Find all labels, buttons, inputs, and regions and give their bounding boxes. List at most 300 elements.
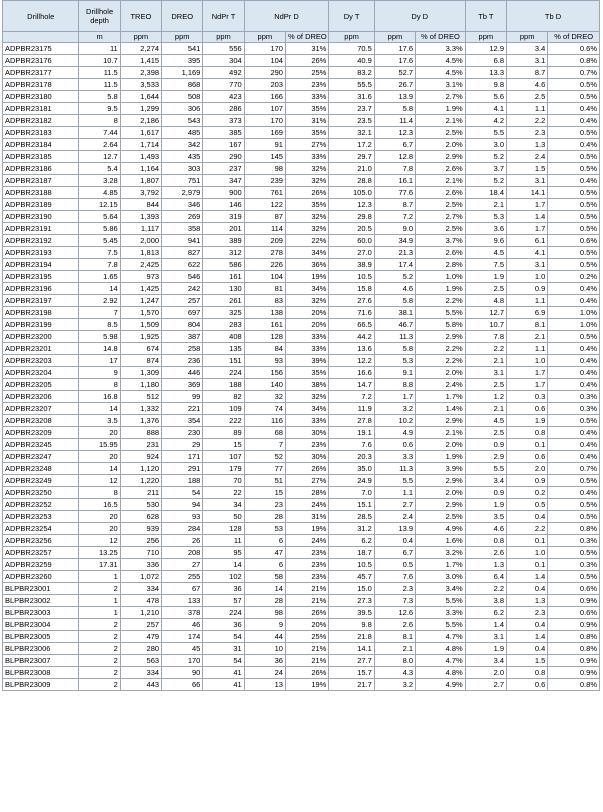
drillhole-id-cell: ADPBR23177 (3, 67, 79, 79)
value-cell: 0.5% (548, 151, 600, 163)
value-cell: 1.9 (507, 415, 548, 427)
value-cell: 66.5 (329, 319, 374, 331)
value-cell: 1,299 (120, 103, 161, 115)
value-cell: 7.5 (465, 259, 506, 271)
value-cell: 224 (203, 607, 244, 619)
value-cell: 0.8 (507, 427, 548, 439)
value-cell: 3.1 (507, 55, 548, 67)
value-cell: 18.7 (329, 547, 374, 559)
value-cell: 312 (203, 247, 244, 259)
value-cell: 45 (162, 643, 203, 655)
value-cell: 36% (285, 259, 328, 271)
value-cell: 5.5 (465, 463, 506, 475)
value-cell: 1,807 (120, 175, 161, 187)
table-row (3, 379, 600, 391)
value-cell: 2,186 (120, 115, 161, 127)
value-cell: 2.2 (507, 523, 548, 535)
value-cell: 13.9 (374, 91, 415, 103)
value-cell: 28 (244, 511, 285, 523)
value-cell: 52.7 (374, 67, 415, 79)
value-cell: 3.8 (465, 595, 506, 607)
drillhole-id-cell: ADPBR23204 (3, 367, 79, 379)
value-cell: 2.6% (416, 247, 466, 259)
value-cell: 1.7 (507, 199, 548, 211)
value-cell: 284 (162, 523, 203, 535)
value-cell: 3.6 (465, 223, 506, 235)
value-cell: 4.9 (374, 427, 415, 439)
value-cell: 11.4 (374, 115, 415, 127)
table-row (3, 67, 600, 79)
value-cell: 138 (244, 307, 285, 319)
value-cell: 32% (285, 211, 328, 223)
value-cell: 10 (244, 643, 285, 655)
value-cell: 1.9% (416, 283, 466, 295)
value-cell: 13 (244, 679, 285, 691)
table-row (3, 235, 600, 247)
value-cell: 622 (162, 259, 203, 271)
value-cell: 33% (285, 415, 328, 427)
table-row (3, 139, 600, 151)
value-cell: 23 (244, 499, 285, 511)
drillhole-id-cell: ADPBR23190 (3, 211, 79, 223)
value-cell: 23% (285, 439, 328, 451)
value-cell: 34% (285, 403, 328, 415)
value-cell: 4.85 (79, 187, 120, 199)
value-cell: 15.1 (329, 499, 374, 511)
value-cell: 0.9 (465, 487, 506, 499)
value-cell: 3.4 (507, 43, 548, 55)
units-cell: % of DREO (285, 32, 328, 43)
value-cell: 29 (162, 439, 203, 451)
value-cell: 161 (244, 319, 285, 331)
value-cell: 179 (203, 463, 244, 475)
value-cell: 1.7% (416, 559, 466, 571)
value-cell: 2.5% (416, 199, 466, 211)
value-cell: 107 (244, 103, 285, 115)
value-cell: 2 (79, 583, 120, 595)
value-cell: 9.8 (465, 79, 506, 91)
value-cell: 4.6 (465, 523, 506, 535)
value-cell: 3.4 (465, 655, 506, 667)
value-cell: 2.7 (374, 499, 415, 511)
value-cell: 14 (203, 559, 244, 571)
table-row (3, 307, 600, 319)
value-cell: 58 (244, 571, 285, 583)
value-cell: 28.8 (329, 175, 374, 187)
value-cell: 3.7% (416, 235, 466, 247)
value-cell: 8.5 (79, 319, 120, 331)
table-row (3, 259, 600, 271)
value-cell: 31% (285, 43, 328, 55)
value-cell: 1.9% (416, 451, 466, 463)
header-tb-d: Tb D (507, 1, 600, 32)
value-cell: 7.0 (329, 487, 374, 499)
drillhole-id-cell: ADPBR23253 (3, 511, 79, 523)
value-cell: 2 (79, 679, 120, 691)
value-cell: 8 (79, 487, 120, 499)
value-cell: 2.1 (465, 355, 506, 367)
table-row (3, 271, 600, 283)
header-ndpr-t: NdPr T (203, 1, 244, 32)
units-cell: m (79, 32, 120, 43)
value-cell: 1,180 (120, 379, 161, 391)
value-cell: 27% (285, 139, 328, 151)
value-cell: 9 (79, 367, 120, 379)
value-cell: 0.5% (548, 511, 600, 523)
value-cell: 2.0% (416, 367, 466, 379)
value-cell: 81 (244, 283, 285, 295)
value-cell: 104 (244, 271, 285, 283)
value-cell: 226 (244, 259, 285, 271)
value-cell: 0.3% (548, 535, 600, 547)
value-cell: 20% (285, 619, 328, 631)
value-cell: 17.6 (374, 55, 415, 67)
header-treo: TREO (120, 1, 161, 32)
value-cell: 2.6 (465, 547, 506, 559)
value-cell: 2 (79, 667, 120, 679)
value-cell: 8.8 (374, 379, 415, 391)
value-cell: 91 (244, 139, 285, 151)
drillhole-id-cell: ADPBR23260 (3, 571, 79, 583)
value-cell: 0.6 (507, 679, 548, 691)
value-cell: 2.5 (507, 91, 548, 103)
value-cell: 57 (203, 595, 244, 607)
value-cell: 4.1 (507, 247, 548, 259)
value-cell: 0.9 (507, 283, 548, 295)
value-cell: 1.9 (465, 643, 506, 655)
value-cell: 21% (285, 655, 328, 667)
value-cell: 4.8% (416, 643, 466, 655)
value-cell: 27% (285, 475, 328, 487)
drillhole-id-cell: BLPBR23002 (3, 595, 79, 607)
value-cell: 83.2 (329, 67, 374, 79)
table-row (3, 547, 600, 559)
value-cell: 3.0% (416, 571, 466, 583)
value-cell: 0.2% (548, 271, 600, 283)
value-cell: 2.9% (416, 151, 466, 163)
value-cell: 9.5 (79, 103, 120, 115)
value-cell: 5.3 (374, 355, 415, 367)
value-cell: 1.9 (465, 499, 506, 511)
value-cell: 387 (162, 331, 203, 343)
value-cell: 16.8 (79, 391, 120, 403)
value-cell: 5.5% (416, 307, 466, 319)
value-cell: 31 (203, 643, 244, 655)
value-cell: 3.3% (416, 607, 466, 619)
value-cell: 70 (203, 475, 244, 487)
value-cell: 1.1 (374, 487, 415, 499)
value-cell: 122 (244, 199, 285, 211)
value-cell: 32% (285, 163, 328, 175)
value-cell: 261 (203, 295, 244, 307)
table-row (3, 115, 600, 127)
value-cell: 32% (285, 223, 328, 235)
value-cell: 5.86 (79, 223, 120, 235)
value-cell: 2.2% (416, 343, 466, 355)
value-cell: 22 (203, 487, 244, 499)
value-cell: 446 (162, 367, 203, 379)
value-cell: 1,509 (120, 319, 161, 331)
value-cell: 21.8 (329, 631, 374, 643)
value-cell: 27.7 (329, 655, 374, 667)
value-cell: 7.6 (329, 439, 374, 451)
value-cell: 36 (203, 619, 244, 631)
value-cell: 30% (285, 451, 328, 463)
value-cell: 12.3 (329, 199, 374, 211)
value-cell: 1.0% (416, 271, 466, 283)
value-cell: 17.31 (79, 559, 120, 571)
value-cell: 1.9 (465, 271, 506, 283)
value-cell: 1.0% (548, 319, 600, 331)
value-cell: 2.0 (465, 667, 506, 679)
value-cell: 12.3 (374, 127, 415, 139)
value-cell: 41 (203, 679, 244, 691)
value-cell: 7 (244, 439, 285, 451)
value-cell: 868 (162, 79, 203, 91)
table-row (3, 91, 600, 103)
value-cell: 5.45 (79, 235, 120, 247)
value-cell: 54 (203, 631, 244, 643)
value-cell: 0.4% (548, 451, 600, 463)
value-cell: 2.2 (507, 115, 548, 127)
units-cell: ppm (244, 32, 285, 43)
value-cell: 19% (285, 271, 328, 283)
table-row (3, 679, 600, 691)
value-cell: 3.3% (416, 43, 466, 55)
drillhole-id-cell: ADPBR23196 (3, 283, 79, 295)
drillhole-id-cell: ADPBR23195 (3, 271, 79, 283)
value-cell: 6.7 (374, 139, 415, 151)
drillhole-id-cell: ADPBR23257 (3, 547, 79, 559)
units-cell: ppm (507, 32, 548, 43)
value-cell: 13.25 (79, 547, 120, 559)
value-cell: 11 (79, 43, 120, 55)
table-row (3, 427, 600, 439)
value-cell: 4.7% (416, 655, 466, 667)
value-cell: 2.8% (416, 259, 466, 271)
units-cell (3, 32, 79, 43)
value-cell: 84 (244, 343, 285, 355)
value-cell: 11.5 (79, 79, 120, 91)
value-cell: 2,000 (120, 235, 161, 247)
value-cell: 1.7 (374, 391, 415, 403)
value-cell: 161 (203, 271, 244, 283)
value-cell: 512 (120, 391, 161, 403)
value-cell: 7.44 (79, 127, 120, 139)
value-cell: 1,332 (120, 403, 161, 415)
value-cell: 12 (79, 475, 120, 487)
value-cell: 1.4 (465, 619, 506, 631)
value-cell: 237 (203, 163, 244, 175)
value-cell: 334 (120, 583, 161, 595)
value-cell: 4.5% (416, 67, 466, 79)
value-cell: 21.7 (329, 679, 374, 691)
units-cell: ppm (465, 32, 506, 43)
value-cell: 0.1 (507, 439, 548, 451)
value-cell: 31.2 (329, 523, 374, 535)
value-cell: 0.5% (548, 259, 600, 271)
value-cell: 7.8 (79, 259, 120, 271)
value-cell: 32% (285, 175, 328, 187)
value-cell: 1.5 (507, 163, 548, 175)
value-cell: 443 (120, 679, 161, 691)
value-cell: 128 (203, 523, 244, 535)
drillhole-id-cell: ADPBR23203 (3, 355, 79, 367)
value-cell: 2.0% (416, 139, 466, 151)
value-cell: 26% (285, 607, 328, 619)
value-cell: 546 (162, 271, 203, 283)
value-cell: 347 (203, 175, 244, 187)
value-cell: 0.6 (374, 439, 415, 451)
value-cell: 4.6 (507, 79, 548, 91)
value-cell: 17 (79, 355, 120, 367)
value-cell: 0.6% (548, 43, 600, 55)
value-cell: 5.2 (374, 271, 415, 283)
value-cell: 5.5% (416, 619, 466, 631)
value-cell: 18.4 (465, 187, 506, 199)
value-cell: 2.5% (416, 223, 466, 235)
drillhole-id-cell: BLPBR23004 (3, 619, 79, 631)
value-cell: 8.1 (507, 319, 548, 331)
value-cell: 32% (285, 391, 328, 403)
value-cell: 334 (120, 667, 161, 679)
value-cell: 4.9% (416, 523, 466, 535)
drillhole-id-cell: ADPBR23175 (3, 43, 79, 55)
header-dy-t: Dy T (329, 1, 374, 32)
value-cell: 8 (79, 379, 120, 391)
value-cell: 0.5% (548, 571, 600, 583)
value-cell: 2.3 (374, 583, 415, 595)
value-cell: 35% (285, 367, 328, 379)
value-cell: 14.8 (79, 343, 120, 355)
value-cell: 171 (162, 451, 203, 463)
value-cell: 2.4% (416, 379, 466, 391)
value-cell: 3.5 (79, 415, 120, 427)
value-cell: 27.8 (329, 415, 374, 427)
value-cell: 19% (285, 679, 328, 691)
value-cell: 13.6 (329, 343, 374, 355)
value-cell: 697 (162, 307, 203, 319)
value-cell: 203 (244, 79, 285, 91)
value-cell: 20 (79, 523, 120, 535)
value-cell: 2.7% (416, 211, 466, 223)
value-cell: 12.6 (374, 607, 415, 619)
value-cell: 0.8% (548, 55, 600, 67)
value-cell: 1,393 (120, 211, 161, 223)
value-cell: 0.9% (548, 619, 600, 631)
value-cell: 770 (203, 79, 244, 91)
units-cell: % of DREO (416, 32, 466, 43)
units-cell: ppm (329, 32, 374, 43)
value-cell: 67 (162, 583, 203, 595)
value-cell: 6 (244, 559, 285, 571)
value-cell: 280 (120, 643, 161, 655)
value-cell: 24% (285, 499, 328, 511)
value-cell: 7.5 (79, 247, 120, 259)
value-cell: 2.3 (507, 607, 548, 619)
value-cell: 0.4% (548, 427, 600, 439)
value-cell: 5.5 (374, 475, 415, 487)
value-cell: 98 (244, 607, 285, 619)
value-cell: 0.5 (374, 559, 415, 571)
value-cell: 283 (203, 319, 244, 331)
value-cell: 1,570 (120, 307, 161, 319)
value-cell: 145 (244, 151, 285, 163)
drillhole-id-cell: ADPBR23256 (3, 535, 79, 547)
table-row (3, 451, 600, 463)
drillhole-id-cell: ADPBR23186 (3, 163, 79, 175)
value-cell: 278 (244, 247, 285, 259)
value-cell: 12.7 (465, 307, 506, 319)
value-cell: 0.6 (507, 451, 548, 463)
drillhole-id-cell: ADPBR23185 (3, 151, 79, 163)
table-row (3, 667, 600, 679)
value-cell: 485 (162, 127, 203, 139)
value-cell: 3.0 (465, 139, 506, 151)
value-cell: 3.2% (416, 547, 466, 559)
value-cell: 0.9% (548, 595, 600, 607)
value-cell: 20 (79, 451, 120, 463)
value-cell: 0.5% (548, 127, 600, 139)
value-cell: 14 (79, 403, 120, 415)
value-cell: 14.7 (329, 379, 374, 391)
value-cell: 3.1% (416, 79, 466, 91)
header-dy-d: Dy D (374, 1, 465, 32)
header-dreo: DREO (162, 1, 203, 32)
units-cell: ppm (203, 32, 244, 43)
value-cell: 17.6 (374, 43, 415, 55)
drillhole-id-cell: BLPBR23003 (3, 607, 79, 619)
value-cell: 1,425 (120, 283, 161, 295)
value-cell: 0.4% (548, 439, 600, 451)
drillhole-id-cell: ADPBR23209 (3, 427, 79, 439)
value-cell: 1.7 (507, 379, 548, 391)
table-row (3, 199, 600, 211)
value-cell: 1.3 (465, 559, 506, 571)
value-cell: 7.2 (329, 391, 374, 403)
table-row (3, 571, 600, 583)
value-cell: 28.5 (329, 511, 374, 523)
value-cell: 231 (120, 439, 161, 451)
value-cell: 586 (203, 259, 244, 271)
value-cell: 93 (162, 511, 203, 523)
drillhole-id-cell: BLPBR23007 (3, 655, 79, 667)
value-cell: 222 (203, 415, 244, 427)
value-cell: 15.0 (329, 583, 374, 595)
value-cell: 258 (162, 343, 203, 355)
value-cell: 15.7 (329, 667, 374, 679)
value-cell: 0.8% (548, 523, 600, 535)
value-cell: 20% (285, 307, 328, 319)
value-cell: 1,493 (120, 151, 161, 163)
value-cell: 0.6% (548, 607, 600, 619)
value-cell: 54 (203, 655, 244, 667)
value-cell: 304 (203, 55, 244, 67)
value-cell: 39% (285, 355, 328, 367)
value-cell: 0.5% (548, 475, 600, 487)
value-cell: 0.5% (548, 79, 600, 91)
value-cell: 27.3 (329, 595, 374, 607)
value-cell: 31.6 (329, 91, 374, 103)
value-cell: 0.4 (507, 511, 548, 523)
value-cell: 38.1 (374, 307, 415, 319)
assay-results-table (2, 0, 600, 691)
drillhole-id-cell: BLPBR23009 (3, 679, 79, 691)
value-cell: 90 (162, 667, 203, 679)
value-cell: 19.1 (329, 427, 374, 439)
value-cell: 3.1 (507, 259, 548, 271)
value-cell: 133 (162, 595, 203, 607)
